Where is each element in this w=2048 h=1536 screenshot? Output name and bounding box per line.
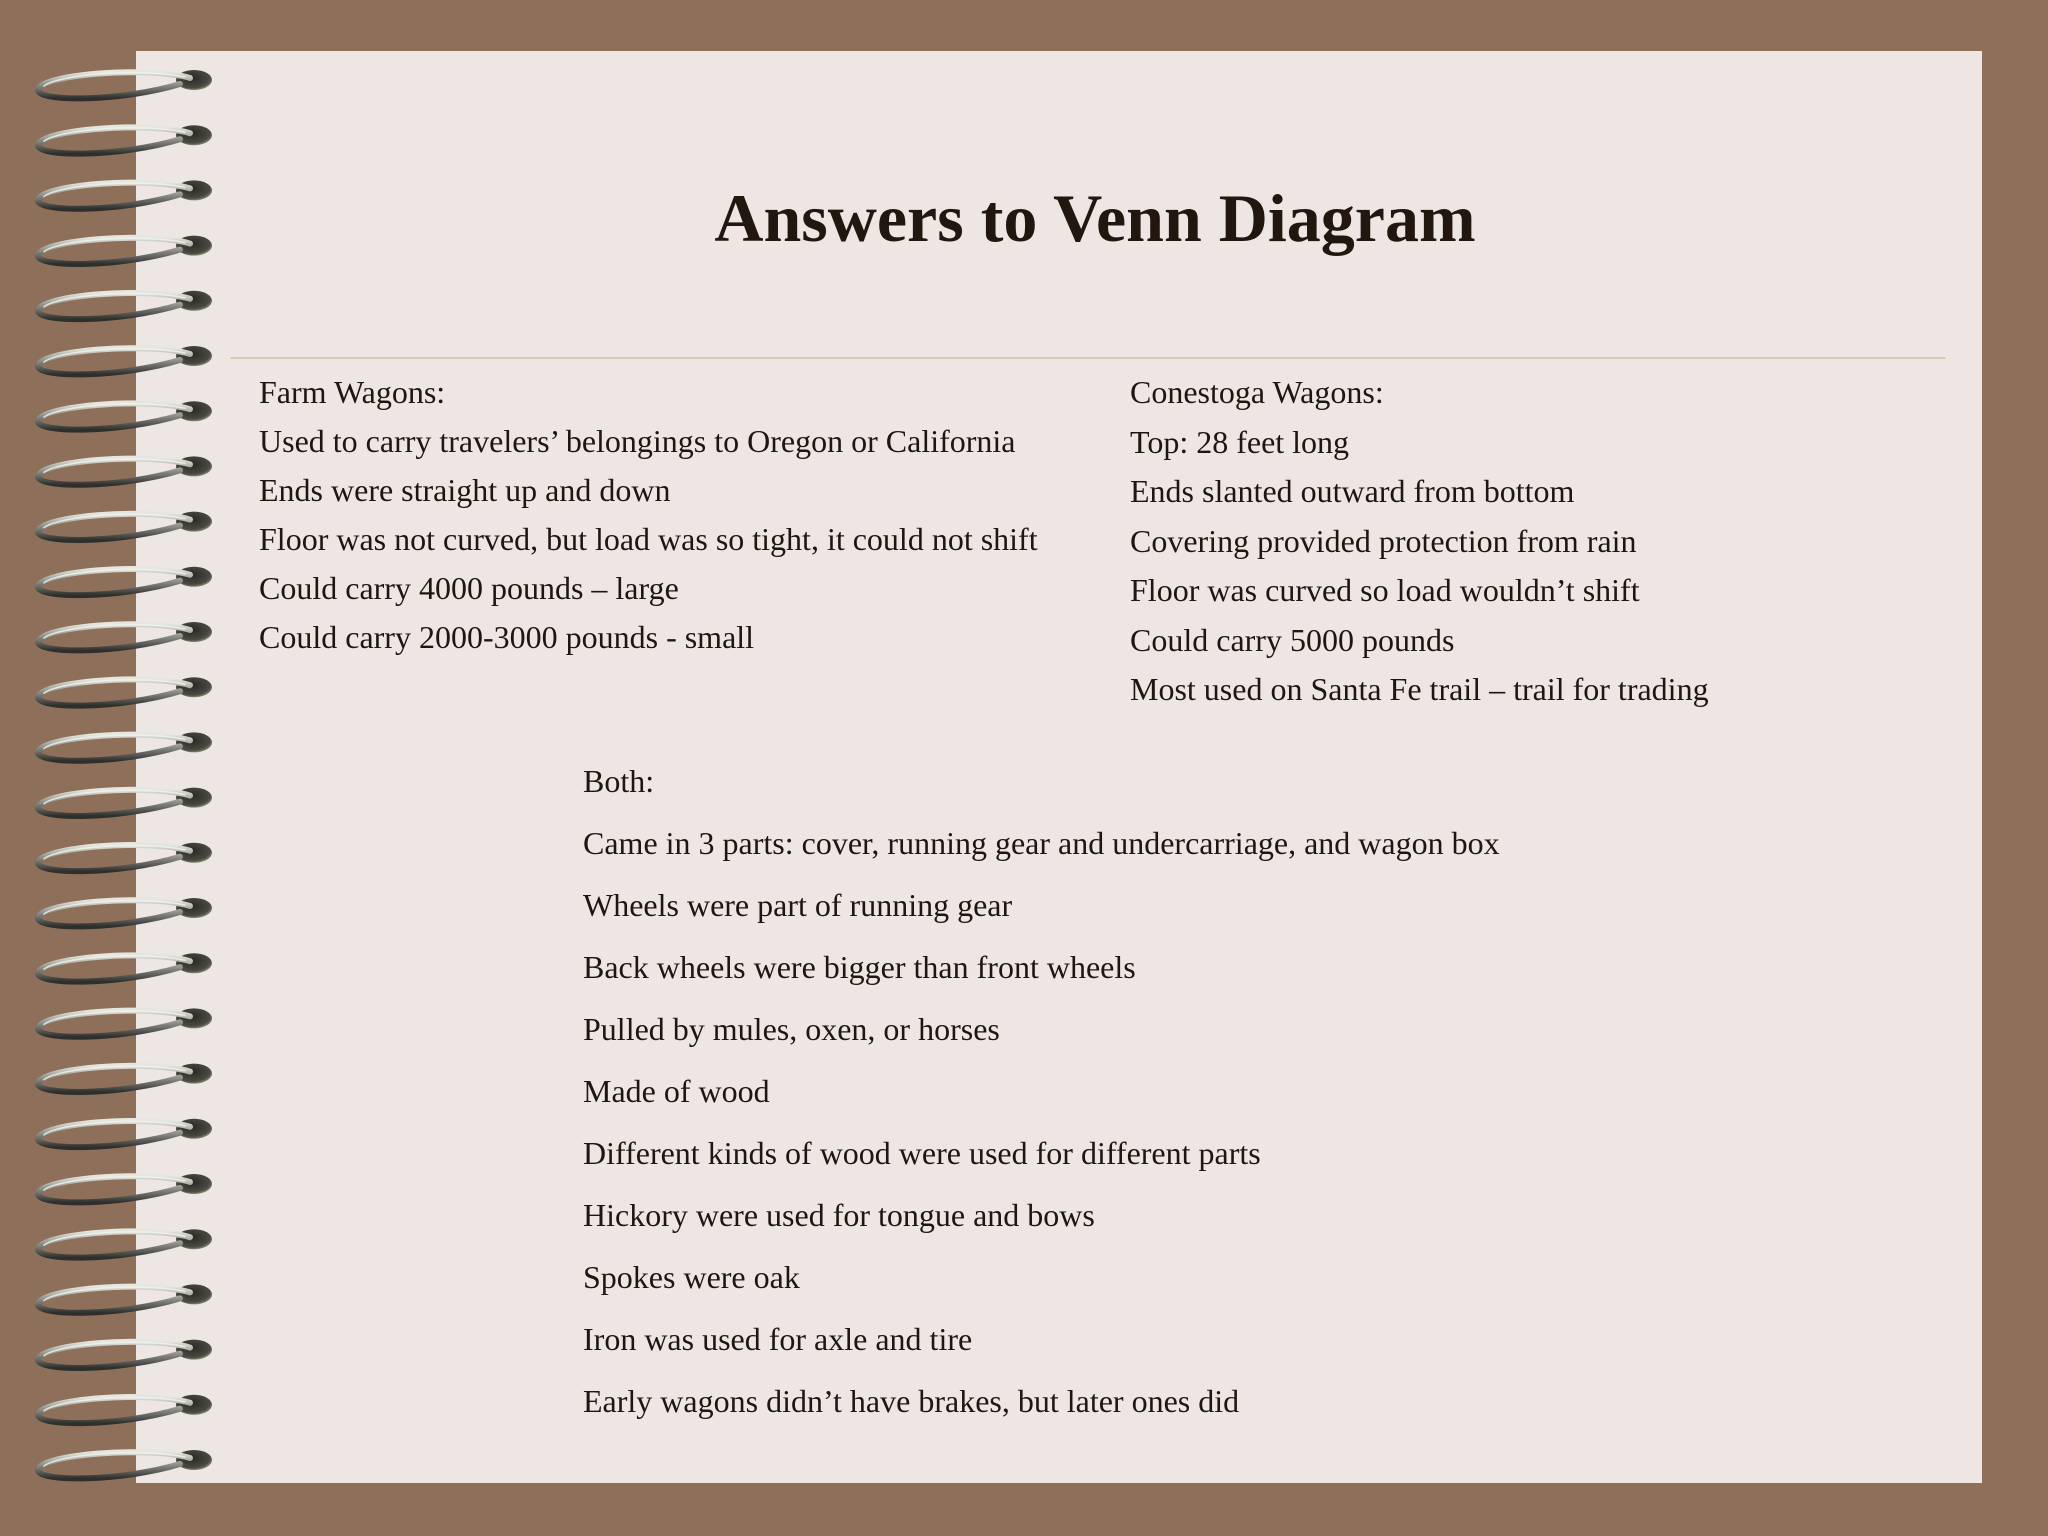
spiral-ring bbox=[38, 898, 212, 926]
list-item: Top: 28 feet long bbox=[1130, 423, 1350, 460]
list-item: Could carry 2000-3000 pounds - small bbox=[259, 619, 755, 655]
list-item: Most used on Santa Fe trail – trail for trading bbox=[1130, 671, 1709, 707]
spiral-ring bbox=[38, 1064, 212, 1092]
page-title: Answers to Venn Diagram bbox=[714, 180, 1476, 256]
list-item: Spokes were oak bbox=[583, 1259, 800, 1295]
spiral-ring bbox=[38, 1450, 212, 1478]
spiral-ring bbox=[38, 567, 212, 595]
spiral-ring bbox=[38, 456, 212, 484]
spiral-ring bbox=[38, 843, 212, 871]
spiral-ring bbox=[38, 953, 212, 981]
spiral-ring bbox=[38, 1174, 212, 1202]
list-item: Iron was used for axle and tire bbox=[583, 1321, 973, 1357]
spiral-ring bbox=[38, 1229, 212, 1257]
spiral-ring bbox=[38, 677, 212, 705]
list-item: Pulled by mules, oxen, or horses bbox=[583, 1011, 1000, 1047]
farm-wagons-heading: Farm Wagons: bbox=[259, 374, 446, 410]
spiral-ring bbox=[38, 622, 212, 650]
list-item: Ends slanted outward from bottom bbox=[1130, 473, 1575, 509]
spiral-ring bbox=[38, 125, 212, 153]
spiral-ring bbox=[38, 401, 212, 429]
conestoga-wagons-heading: Conestoga Wagons: bbox=[1130, 374, 1384, 410]
spiral-ring bbox=[38, 732, 212, 760]
list-item: Used to carry travelers’ belongings to Oregon or California bbox=[259, 423, 1016, 459]
both-heading: Both: bbox=[583, 763, 655, 799]
spiral-ring bbox=[38, 1008, 212, 1036]
list-item: Made of wood bbox=[583, 1073, 770, 1109]
list-item: Back wheels were bigger than front wheels bbox=[583, 949, 1136, 985]
spiral-ring bbox=[38, 512, 212, 540]
spiral-ring bbox=[38, 346, 212, 374]
list-item: Covering provided protection from rain bbox=[1130, 522, 1637, 559]
spiral-ring bbox=[38, 1395, 212, 1423]
farm-wagons-list bbox=[259, 372, 1089, 666]
list-item: Wheels were part of running gear bbox=[583, 887, 1013, 923]
spiral-ring bbox=[38, 70, 212, 98]
title-divider bbox=[230, 357, 1946, 359]
conestoga-wagons-list bbox=[1130, 372, 1930, 719]
spiral-ring bbox=[38, 1340, 212, 1368]
list-item: Ends were straight up and down bbox=[259, 472, 671, 508]
spiral-ring bbox=[38, 291, 212, 319]
list-item: Could carry 4000 pounds – large bbox=[259, 570, 679, 606]
list-item: Different kinds of wood were used for different parts bbox=[583, 1135, 1261, 1171]
list-item: Hickory were used for tongue and bows bbox=[583, 1197, 1095, 1233]
spiral-ring bbox=[38, 1284, 212, 1312]
list-item: Could carry 5000 pounds bbox=[1130, 621, 1455, 658]
list-item: Floor was curved so load wouldn’t shift bbox=[1130, 572, 1640, 608]
spiral-ring bbox=[38, 788, 212, 816]
both-wagons-list bbox=[583, 761, 1883, 1443]
list-item: Early wagons didn’t have brakes, but later ones did bbox=[583, 1383, 1240, 1419]
spiral-ring bbox=[38, 1119, 212, 1147]
list-item: Came in 3 parts: cover, running gear and undercarriage, and wagon box bbox=[583, 825, 1500, 861]
list-item: Floor was not curved, but load was so tight, it could not shift bbox=[259, 521, 1038, 557]
